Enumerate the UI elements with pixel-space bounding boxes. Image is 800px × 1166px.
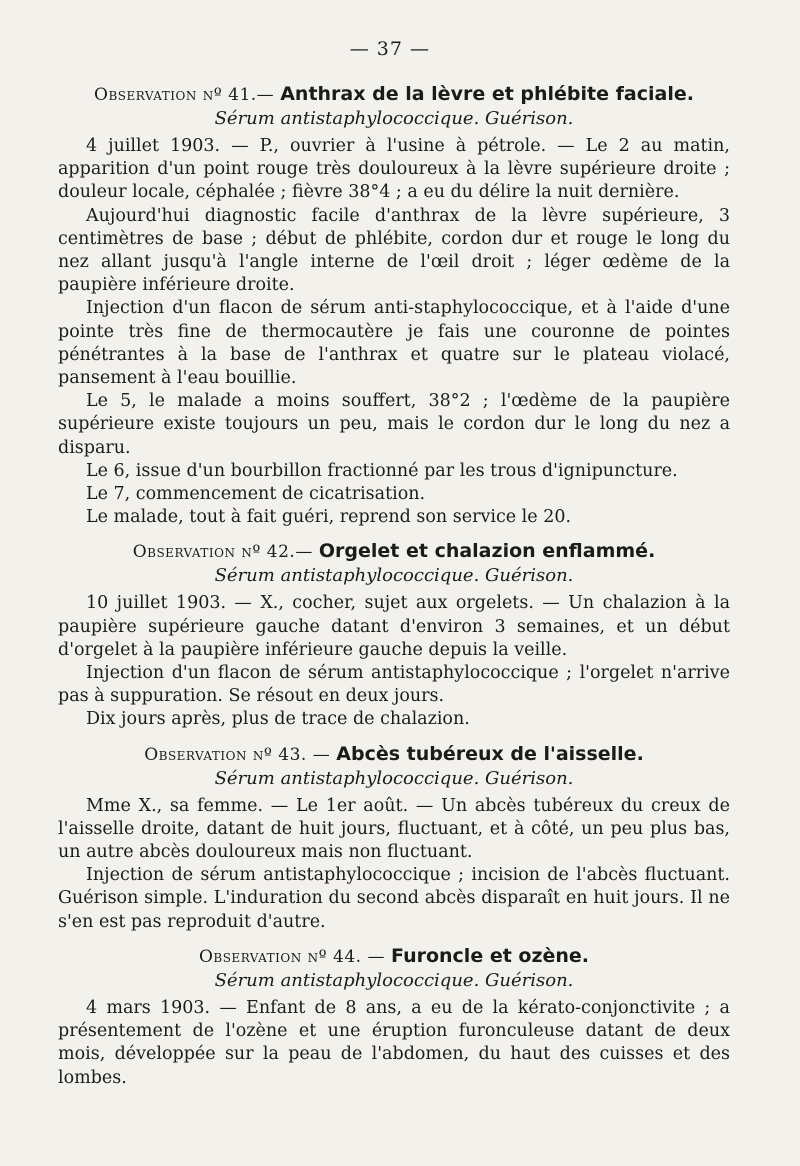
spacer <box>58 529 730 539</box>
observation-subtitle: Sérum antistaphylococcique. Guérison. <box>214 767 574 789</box>
observation-label: Observation nº 43. — <box>144 744 331 765</box>
observation-title: Abcès tubéreux de l'aisselle. <box>336 742 644 765</box>
observation-label: Observation nº 41.— <box>94 85 275 105</box>
observation-41 <box>58 82 730 529</box>
spacer <box>58 732 730 742</box>
observation-subtitle: Sérum antistaphylococcique. Guérison. <box>214 969 574 991</box>
observation-heading <box>58 742 730 767</box>
paragraph: Injection d'un flacon de sérum anti-staphylococcique, et à l'aide d'une pointe très fine de thermocautère je fais une couronne de pointes pénétrantes à la base de l'anthrax et quatre sur le plateau violacé, pansement à l'eau bouillie. <box>58 298 730 389</box>
observation-subtitle: Sérum antistaphylococcique. Guérison. <box>214 565 574 587</box>
observation-label: Observation nº 42.— <box>132 542 313 563</box>
paragraph: Injection de sérum antistaphylococcique ; incision de l'abcès fluctuant. Guérison simple. L'induration du second abcès disparaît en huit jours. Il ne s'en est pas reproduit d'autre. <box>58 865 730 932</box>
observation-42 <box>58 539 730 731</box>
observation-title: Orgelet et chalazion enflammé. <box>318 540 656 563</box>
paragraph: 10 juillet 1903. — X., cocher, sujet aux orgelets. — Un chalazion à la paupière supérieure gauche datant d'environ 3 semaines, et un début d'orgelet à la paupière inférieure gauche depuis la veille. <box>58 593 730 660</box>
paragraph: 4 mars 1903. — Enfant de 8 ans, a eu de la kérato-conjonctivite ; a présentement de l'ozène et une éruption furonculeuse datant de deux mois, développée sur la peau de l'abdomen, du haut des cuisses et des lombes. <box>58 997 730 1088</box>
observation-subtitle: Sérum antistaphylococcique. Guérison. <box>214 108 574 129</box>
paragraph: Le malade, tout à fait guéri, reprend son service le 20. <box>86 507 572 528</box>
paragraph: Dix jours après, plus de trace de chalazion. <box>86 709 470 730</box>
paragraph: Le 5, le malade a moins souffert, 38°2 ; l'œdème de la paupière supérieure existe toujours un peu, mais le cordon dur le long du nez a disparu. <box>58 391 730 458</box>
observation-heading <box>58 944 730 969</box>
paragraph: 4 juillet 1903. — P., ouvrier à l'usine à pétrole. — Le 2 au matin, apparition d'un point rouge très douloureux à la lèvre supérieure droite ; douleur locale, céphalée ; fièvre 38°4 ; a eu du délire la nuit dernière. <box>58 136 730 203</box>
observation-title: Anthrax de la lèvre et phlébite faciale. <box>280 83 694 105</box>
paragraph: Le 6, issue d'un bourbillon fractionné par les trous d'ignipuncture. <box>86 460 678 481</box>
spacer <box>58 934 730 944</box>
observation-heading <box>58 82 730 107</box>
paragraph: Injection d'un flacon de sérum antistaphylococcique ; l'orgelet n'arrive pas à suppuration. Se résout en deux jours. <box>58 663 730 707</box>
paragraph: Le 7, commencement de cicatrisation. <box>86 484 426 505</box>
paragraph: Aujourd'hui diagnostic facile d'anthrax de la lèvre supérieure, 3 centimètres de base ; début de phlébite, cordon dur et rouge le long du nez allant jusqu'à l'angle interne de l'œil droit ; léger œdème de la paupière inférieure droite. <box>58 205 730 296</box>
observation-label: Observation nº 44. — <box>198 946 385 967</box>
observation-44 <box>58 944 730 1090</box>
observation-title: Furoncle et ozène. <box>391 944 590 967</box>
observation-heading <box>58 539 730 564</box>
observation-43 <box>58 742 730 934</box>
page-number: — 37 — <box>349 38 430 60</box>
paragraph: Mme X., sa femme. — Le 1er août. — Un abcès tubéreux du creux de l'aisselle droite, datant de huit jours, fluctuant, et à côté, un peu plus bas, un autre abcès douloureux mais non fluctuant. <box>58 795 730 863</box>
